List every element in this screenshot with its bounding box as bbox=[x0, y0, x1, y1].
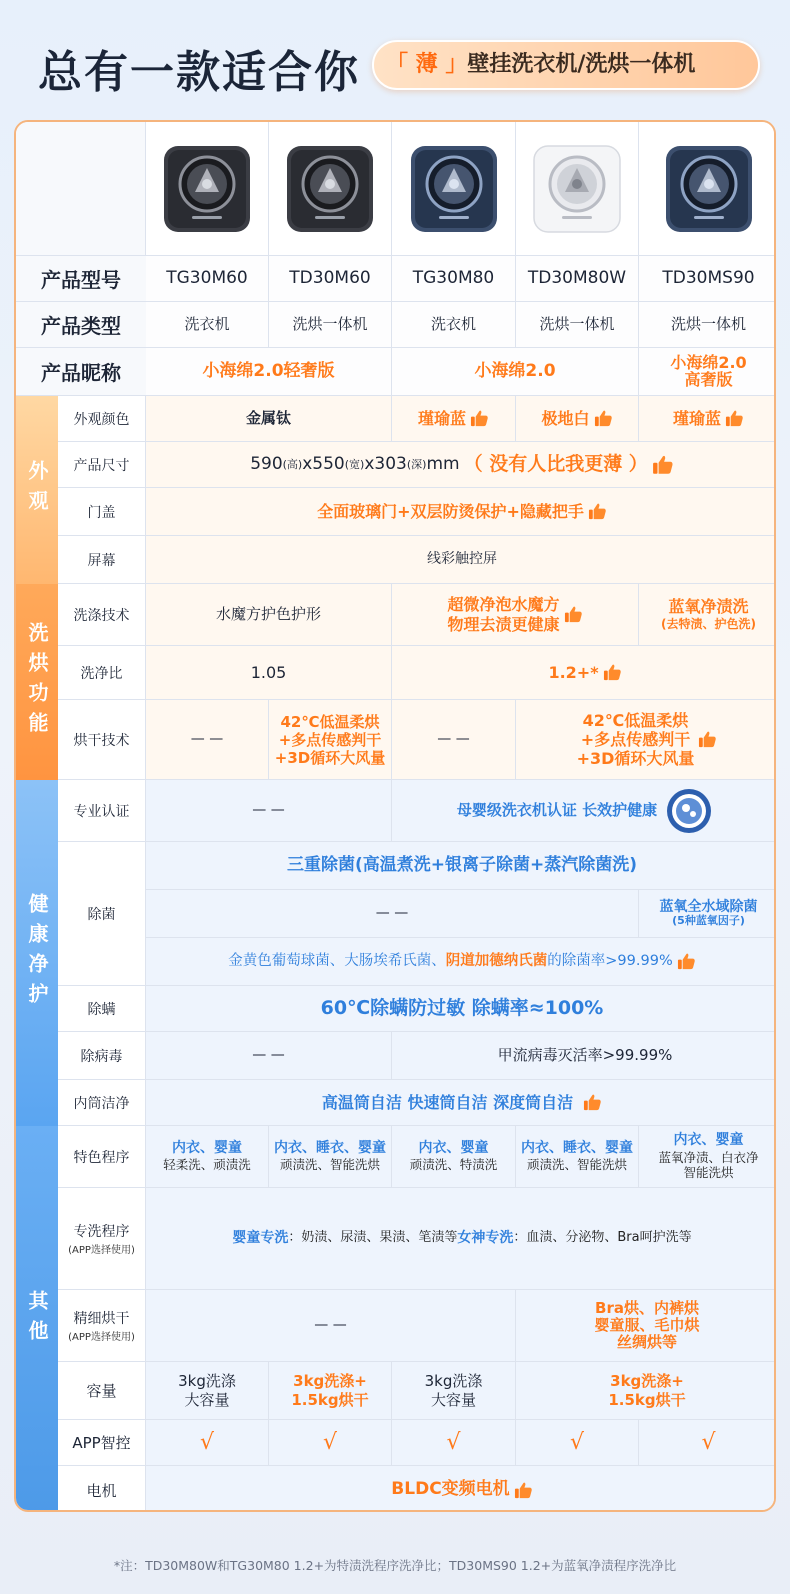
fine-1: Bra烘、内裤烘 bbox=[595, 1298, 699, 1317]
capacity-1 bbox=[146, 1362, 269, 1420]
nickname-a: 小海绵2.0轻奢版 bbox=[146, 348, 392, 396]
mite-text: 60℃除螨防过敏 除螨率≈100% bbox=[146, 986, 776, 1032]
label-virus: 除病毒 bbox=[58, 1032, 146, 1080]
label-wash-tech: 洗涤技术 bbox=[58, 584, 146, 646]
tech-a: 水魔方护色护形 bbox=[146, 584, 392, 646]
dry-4-line1: 42℃低温柔烘 bbox=[582, 710, 689, 730]
color-c-cell bbox=[516, 396, 639, 442]
germ-line1: 三重除菌(高温煮洗+银离子除菌+蒸汽除菌洗) bbox=[146, 842, 776, 890]
model-1: TG30M60 bbox=[146, 256, 269, 302]
door-text: 全面玻璃门+双层防烫保护+隐藏把手 bbox=[317, 501, 584, 521]
comparison-table bbox=[14, 120, 776, 1512]
dry-3: — — bbox=[392, 700, 516, 780]
capacity-1-line1: 3kg洗涤 bbox=[178, 1371, 236, 1390]
cert-text: 母婴级洗衣机认证 长效护健康 bbox=[456, 801, 658, 820]
washer-icon bbox=[285, 144, 375, 234]
group-appearance: 外观 bbox=[16, 396, 58, 584]
special-label-main: 专洗程序 bbox=[73, 1224, 130, 1240]
capacity-2 bbox=[269, 1362, 392, 1420]
feature-3-text: 顽渍洗、特渍洗 bbox=[409, 1157, 498, 1173]
size-w-unit: (宽) bbox=[344, 457, 365, 471]
type-5: 洗烘一体机 bbox=[639, 302, 776, 348]
group-health: 健康净护 bbox=[16, 780, 58, 1126]
virus-text: 甲流病毒灭活率>99.99% bbox=[392, 1032, 776, 1080]
germ-rate-c: 的除菌率>99.99% bbox=[547, 953, 673, 970]
dry-2-line3: +3D循环大风量 bbox=[274, 748, 386, 767]
label-app: APP智控 bbox=[58, 1420, 146, 1466]
thumbs-up-icon bbox=[514, 1481, 533, 1500]
label-germ: 除菌 bbox=[58, 842, 146, 986]
feature-2-text: 顽渍洗、智能洗烘 bbox=[279, 1157, 380, 1173]
feature-5-head: 内衣、婴童 bbox=[673, 1132, 744, 1149]
washer-icon bbox=[409, 144, 499, 234]
label-size: 产品尺寸 bbox=[58, 442, 146, 488]
feature-5-text2: 智能洗烘 bbox=[683, 1165, 734, 1181]
product-image-4 bbox=[516, 122, 639, 256]
screen-text: 线彩触控屏 bbox=[146, 536, 776, 584]
thumbs-up-icon bbox=[698, 730, 717, 749]
label-motor: 电机 bbox=[58, 1466, 146, 1512]
tech-b-cell bbox=[392, 584, 639, 646]
label-capacity: 容量 bbox=[58, 1362, 146, 1420]
feature-3-head: 内衣、婴童 bbox=[418, 1139, 489, 1156]
dry-4-line2: +多点传感判干 bbox=[580, 729, 691, 749]
label-cert: 专业认证 bbox=[58, 780, 146, 842]
color-d: 瑾瑜蓝 bbox=[672, 408, 721, 428]
fine-3: 丝绸烘等 bbox=[616, 1333, 677, 1352]
model-4: TD30M80W bbox=[516, 256, 639, 302]
germ-none: — — bbox=[146, 890, 639, 938]
label-special bbox=[58, 1188, 146, 1290]
door-cell bbox=[146, 488, 776, 536]
ratio-a: 1.05 bbox=[146, 646, 392, 700]
capacity-4-line2: 1.5kg烘干 bbox=[608, 1390, 686, 1409]
type-1: 洗衣机 bbox=[146, 302, 269, 348]
size-h-unit: (高) bbox=[282, 457, 303, 471]
fine-2: 婴童服、毛巾烘 bbox=[594, 1315, 700, 1334]
app-check-2: √ bbox=[269, 1420, 392, 1466]
thumbs-up-icon bbox=[564, 605, 583, 624]
special-val-1: ：奶渍、尿渍、果渍、笔渍等 bbox=[288, 1230, 458, 1246]
type-3: 洗衣机 bbox=[392, 302, 516, 348]
product-image-3 bbox=[392, 122, 516, 256]
size-cell bbox=[146, 442, 776, 488]
badge-text: 壁挂洗衣机/洗烘一体机 bbox=[467, 52, 696, 77]
model-3: TG30M80 bbox=[392, 256, 516, 302]
label-drum: 内筒洁净 bbox=[58, 1080, 146, 1126]
label-feature: 特色程序 bbox=[58, 1126, 146, 1188]
size-d-unit: (深) bbox=[406, 457, 427, 471]
thumbs-up-icon bbox=[677, 952, 696, 971]
color-a: 金属钛 bbox=[146, 396, 392, 442]
germ-rate-cell bbox=[146, 938, 776, 986]
germ-c-cell bbox=[639, 890, 776, 938]
virus-none: — — bbox=[146, 1032, 392, 1080]
dry-2-line2: +多点传感判干 bbox=[278, 730, 382, 749]
thumbs-up-icon bbox=[603, 663, 622, 682]
app-check-5: √ bbox=[639, 1420, 776, 1466]
capacity-1-line2: 大容量 bbox=[184, 1390, 230, 1409]
dry-4-cell bbox=[516, 700, 776, 780]
page-title: 总有一款适合你 bbox=[38, 47, 360, 98]
badge-prefix: 「 薄 」 bbox=[386, 52, 468, 77]
model-2: TD30M60 bbox=[269, 256, 392, 302]
motor-cell bbox=[146, 1466, 776, 1512]
size-w: x550 bbox=[302, 453, 345, 474]
footnote: *注：TD30M80W和TG30M80 1.2+为特渍洗程序洗净比；TD30MS90 1.2+为蓝氧净渍程序洗净比 bbox=[113, 1558, 677, 1573]
capacity-3-line2: 大容量 bbox=[430, 1390, 476, 1409]
special-key-2: 女神专洗 bbox=[457, 1229, 514, 1246]
nickname-c: 小海绵2.0高奢版 bbox=[639, 348, 776, 396]
size-d: x303 bbox=[364, 453, 407, 474]
cert-cell bbox=[392, 780, 776, 842]
model-5: TD30MS90 bbox=[639, 256, 776, 302]
group-other: 其他 bbox=[16, 1126, 58, 1512]
label-fine-dry bbox=[58, 1290, 146, 1362]
feature-3 bbox=[392, 1126, 516, 1188]
special-key-1: 婴童专洗 bbox=[232, 1229, 289, 1246]
thumbs-up-icon bbox=[594, 409, 613, 428]
thumbs-up-icon bbox=[583, 1093, 602, 1112]
feature-4-text: 顽渍洗、智能洗烘 bbox=[526, 1157, 627, 1173]
row-label-model: 产品型号 bbox=[16, 256, 146, 302]
fine-label-sub: (APP选择使用) bbox=[68, 1332, 135, 1343]
tech-b2: 物理去渍更健康 bbox=[447, 614, 560, 634]
tech-c2: (去特渍、护色洗) bbox=[661, 617, 756, 631]
special-cell bbox=[146, 1188, 776, 1290]
label-dry-tech: 烘干技术 bbox=[58, 700, 146, 780]
size-note: （ 没有人比我更薄 ） bbox=[463, 452, 648, 475]
product-image-1 bbox=[146, 122, 269, 256]
capacity-2-line2: 1.5kg烘干 bbox=[291, 1390, 369, 1409]
feature-5 bbox=[639, 1126, 776, 1188]
special-label-sub: (APP选择使用) bbox=[68, 1245, 135, 1256]
label-screen: 屏幕 bbox=[58, 536, 146, 584]
dry-2-line1: 42℃低温柔烘 bbox=[280, 712, 380, 731]
app-check-4: √ bbox=[516, 1420, 639, 1466]
label-color: 外观颜色 bbox=[58, 396, 146, 442]
special-val-2: ：血渍、分泌物、Bra呵护洗等 bbox=[513, 1230, 692, 1246]
label-mite: 除螨 bbox=[58, 986, 146, 1032]
capacity-2-line1: 3kg洗涤+ bbox=[293, 1371, 367, 1390]
washer-icon bbox=[532, 144, 622, 234]
tech-b1: 超微净泡水魔方 bbox=[447, 594, 560, 614]
color-b-cell bbox=[392, 396, 516, 442]
ratio-b-cell bbox=[392, 646, 776, 700]
feature-4-head: 内衣、睡衣、婴童 bbox=[521, 1139, 633, 1156]
washer-icon bbox=[664, 144, 754, 234]
feature-2 bbox=[269, 1126, 392, 1188]
fine-none: — — bbox=[146, 1290, 516, 1362]
color-c: 极地白 bbox=[541, 408, 590, 428]
germ-c2: (5种蓝氧因子) bbox=[672, 914, 745, 928]
feature-2-head: 内衣、睡衣、婴童 bbox=[274, 1139, 386, 1156]
color-b: 瑾瑜蓝 bbox=[417, 408, 466, 428]
app-check-1: √ bbox=[146, 1420, 269, 1466]
page-header bbox=[0, 0, 790, 118]
feature-4 bbox=[516, 1126, 639, 1188]
drum-cell bbox=[146, 1080, 776, 1126]
feature-1-text: 轻柔洗、顽渍洗 bbox=[163, 1157, 251, 1173]
feature-5-text: 蓝氧净渍、白衣净 bbox=[658, 1149, 759, 1165]
feature-1 bbox=[146, 1126, 269, 1188]
drum-text: 高温筒自洁 快速筒自洁 深度筒自洁 bbox=[321, 1092, 574, 1112]
capacity-4 bbox=[516, 1362, 776, 1420]
type-4: 洗烘一体机 bbox=[516, 302, 639, 348]
thumbs-up-icon bbox=[652, 454, 674, 476]
washer-icon bbox=[162, 144, 252, 234]
label-door: 门盖 bbox=[58, 488, 146, 536]
title-badge bbox=[372, 40, 760, 90]
fine-cell bbox=[516, 1290, 776, 1362]
dry-4-line3: +3D循环大风量 bbox=[576, 749, 695, 769]
thumbs-up-icon bbox=[470, 409, 489, 428]
motor-text: BLDC变频电机 bbox=[391, 1479, 510, 1500]
row-label-nickname: 产品昵称 bbox=[16, 348, 146, 396]
tech-c-cell bbox=[639, 584, 776, 646]
row-label-type: 产品类型 bbox=[16, 302, 146, 348]
capacity-3 bbox=[392, 1362, 516, 1420]
label-ratio: 洗净比 bbox=[58, 646, 146, 700]
size-h: 590 bbox=[250, 453, 283, 474]
nickname-b: 小海绵2.0 bbox=[392, 348, 639, 396]
cert-none: — — bbox=[146, 780, 392, 842]
germ-rate-a: 金黄色葡萄球菌、大肠埃希氏菌、 bbox=[228, 953, 446, 970]
corner-cell bbox=[16, 122, 146, 256]
germ-c1: 蓝氧全水域除菌 bbox=[659, 898, 758, 915]
capacity-3-line1: 3kg洗涤 bbox=[424, 1371, 483, 1390]
thumbs-up-icon bbox=[725, 409, 744, 428]
dry-2-cell bbox=[269, 700, 392, 780]
capacity-4-line1: 3kg洗涤+ bbox=[610, 1371, 684, 1390]
size-mm: mm bbox=[426, 453, 460, 474]
product-image-5 bbox=[639, 122, 776, 256]
app-check-3: √ bbox=[392, 1420, 516, 1466]
group-wash: 洗烘功能 bbox=[16, 584, 58, 780]
color-d-cell bbox=[639, 396, 776, 442]
product-image-2 bbox=[269, 122, 392, 256]
fine-label-main: 精细烘干 bbox=[73, 1311, 130, 1327]
certification-seal-icon bbox=[665, 787, 713, 835]
thumbs-up-icon bbox=[588, 502, 607, 521]
type-2: 洗烘一体机 bbox=[269, 302, 392, 348]
tech-c1: 蓝氧净渍洗 bbox=[668, 597, 749, 616]
germ-rate-b: 阴道加德纳氏菌 bbox=[445, 953, 548, 970]
feature-1-head: 内衣、婴童 bbox=[172, 1139, 242, 1156]
dry-1: — — bbox=[146, 700, 269, 780]
ratio-b: 1.2+* bbox=[548, 662, 599, 682]
